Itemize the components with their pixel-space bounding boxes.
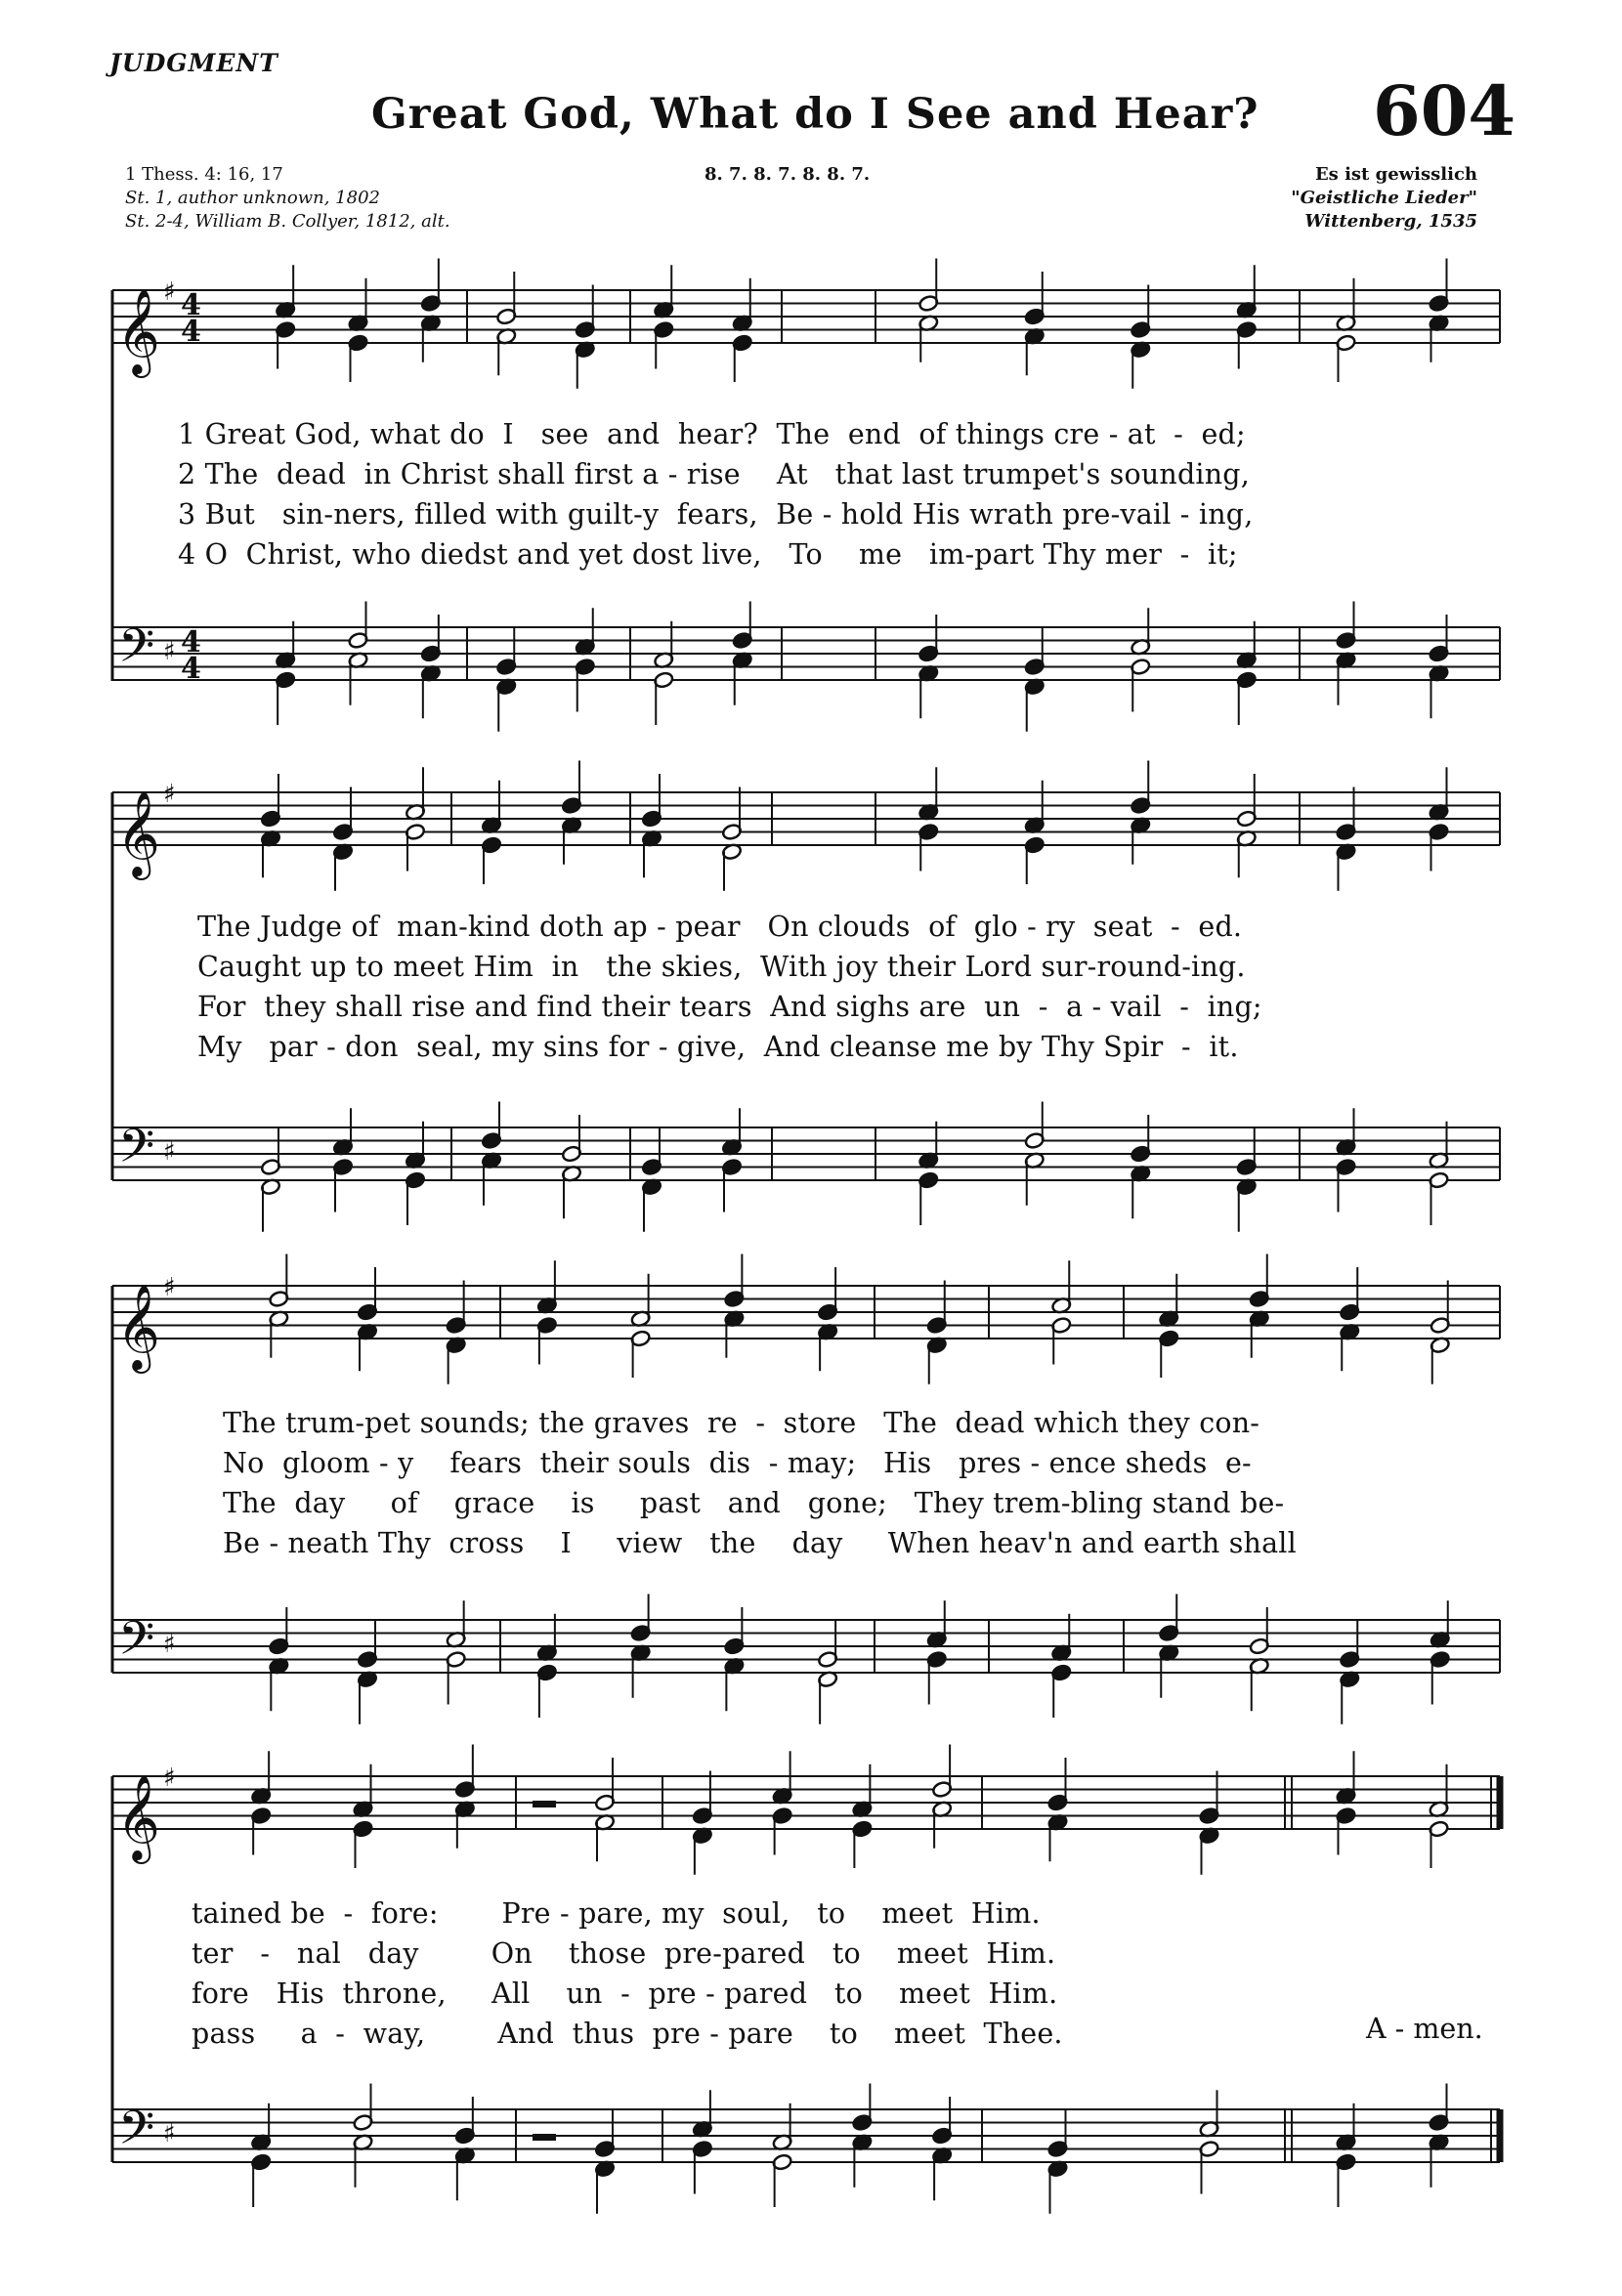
half-rest-icon — [533, 2134, 556, 2141]
lyric-line: The trum-pet sounds; the graves re - store The dead which they con- — [223, 1407, 1260, 1439]
tune-origin: Wittenberg, 1535 — [1304, 211, 1477, 232]
hymn-title: Great God, What do I See and Hear? — [371, 90, 1259, 139]
lyric-line: 4 O Christ, who diedst and yet dost live, To me im-part Thy mer - it; — [178, 538, 1238, 571]
system-3-bass-staff — [112, 1594, 1500, 1724]
stanza2-4-author: St. 2-4, William B. Collyer, 1812, alt. — [125, 211, 450, 232]
system-3-treble-staff — [112, 1254, 1500, 1384]
system-2-treble-staff — [112, 761, 1500, 891]
half-rest-icon — [533, 1801, 556, 1807]
lyric-line: pass a - way, And thus pre - pare to meet Thee. — [192, 2018, 1063, 2050]
system-1-lyrics — [178, 414, 1253, 574]
stanza1-author: St. 1, author unknown, 1802 — [125, 188, 380, 208]
time-signature-icon: 4 — [181, 625, 201, 659]
lyric-line: 2 The dead in Christ shall first a - rise At that last trumpet's sounding, — [178, 458, 1250, 490]
time-signature-icon: 4 — [181, 652, 201, 686]
lyric-line: Caught up to meet Him in the skies, With joy their Lord sur-round-ing. — [197, 951, 1246, 983]
key-signature-sharp-icon: ♯ — [163, 1630, 176, 1659]
lyric-line: My par - don seal, my sins for - give, And cleanse me by Thy Spir - it. — [197, 1031, 1239, 1063]
system-4-treble-staff — [112, 1745, 1500, 1875]
key-signature-sharp-icon: ♯ — [163, 780, 176, 809]
key-signature-sharp-icon: ♯ — [163, 277, 176, 307]
lyric-line: 1 Great God, what do I see and hear? The end of things cre - at - ed; — [178, 418, 1246, 450]
lyric-line: For they shall rise and find their tears And sighs are un - a - vail - ing; — [197, 991, 1262, 1023]
system-4-bass-staff — [112, 2084, 1500, 2214]
bass-clef-icon: 𝄢 — [118, 617, 155, 685]
key-signature-sharp-icon: ♯ — [163, 1137, 176, 1167]
tune-name: Es ist gewisslich — [1314, 164, 1477, 185]
bass-clef-icon: 𝄢 — [118, 2100, 155, 2167]
system-1-treble-staff — [112, 259, 1500, 389]
key-signature-sharp-icon: ♯ — [163, 1764, 176, 1793]
tune-source: "Geistliche Lieder" — [1291, 188, 1477, 208]
time-signature-icon: 4 — [181, 288, 201, 322]
bass-clef-icon: 𝄢 — [118, 1610, 155, 1678]
lyric-line: 3 But sin-ners, filled with guilt-y fears, Be - hold His wrath pre-vail - ing, — [178, 498, 1254, 531]
system-4-lyrics — [192, 1893, 1063, 2054]
time-signature-icon: 4 — [181, 315, 201, 349]
treble-clef-icon: 𝄞 — [116, 287, 160, 374]
amen-text: A - men. — [1366, 2013, 1483, 2045]
system-2-lyrics — [197, 907, 1262, 1067]
key-signature-sharp-icon: ♯ — [163, 1273, 176, 1302]
system-2-bass-staff — [112, 1102, 1500, 1232]
lyric-line: fore His throne, All un - pre - pared to meet Him. — [192, 1977, 1058, 2010]
treble-clef-icon: 𝄞 — [116, 789, 160, 876]
hymnal-section-label: JUDGMENT — [109, 49, 278, 77]
key-signature-sharp-icon: ♯ — [163, 637, 176, 666]
scripture-reference: 1 Thess. 4: 16, 17 — [125, 164, 283, 185]
lyric-line: No gloom - y fears their souls dis - may; His pres - ence sheds e- — [223, 1447, 1252, 1479]
treble-clef-icon: 𝄞 — [116, 1773, 160, 1860]
bass-clef-icon: 𝄢 — [118, 1118, 155, 1185]
key-signature-sharp-icon: ♯ — [163, 2119, 176, 2148]
hymn-meter: 8. 7. 8. 7. 8. 8. 7. — [704, 164, 871, 185]
lyric-line: ter - nal day On those pre-pared to meet Him. — [192, 1937, 1056, 1970]
treble-clef-icon: 𝄞 — [116, 1283, 160, 1370]
lyric-line: Be - neath Thy cross I view the day When heav'n and earth shall — [223, 1527, 1297, 1559]
hymn-number: 604 — [1373, 70, 1516, 151]
system-1-bass-staff — [112, 602, 1500, 732]
lyric-line: tained be - fore: Pre - pare, my soul, to meet Him. — [192, 1897, 1041, 1930]
system-3-lyrics — [223, 1403, 1297, 1563]
lyric-line: The Judge of man-kind doth ap - pear On clouds of glo - ry seat - ed. — [197, 911, 1243, 943]
lyric-line: The day of grace is past and gone; They trem-bling stand be- — [223, 1487, 1285, 1519]
